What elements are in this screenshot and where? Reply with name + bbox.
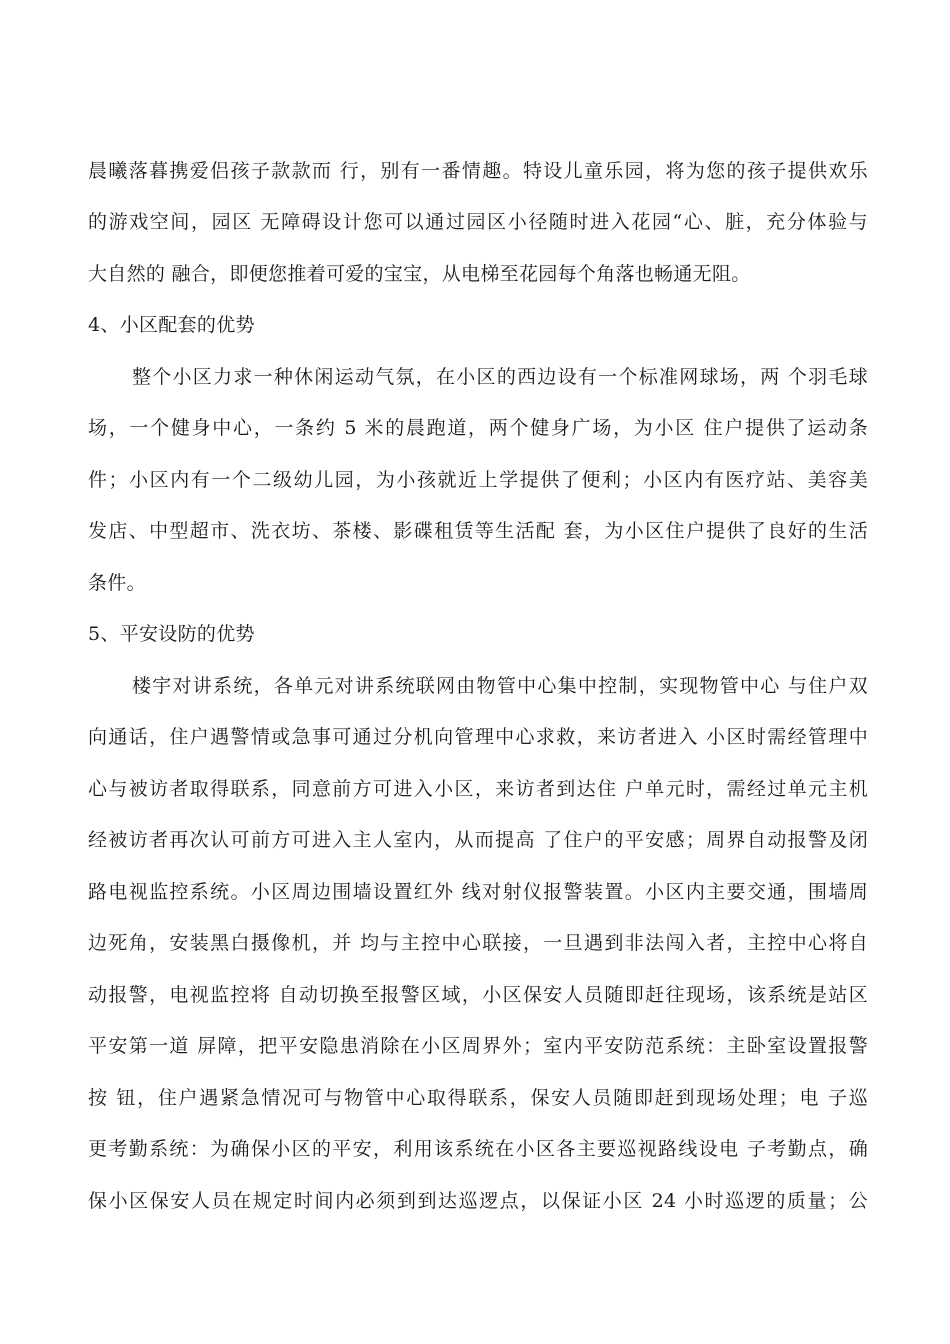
text-line: 场，一个健身中心，一条约 5 米的晨跑道，两个健身广场，为小区 住户提供了运动条 bbox=[88, 417, 868, 439]
text-line: 的游戏空间，园区 无障碍设计您可以通过园区小径随时进入花园“心、脏，充分体验与 bbox=[88, 211, 868, 233]
text-line: 大自然的 融合，即便您推着可爱的宝宝，从电梯至花园每个角落也畅通无阻。 bbox=[88, 263, 751, 285]
text-line: 更考勤系统：为确保小区的平安，利用该系统在小区各主要巡视路线设电 子考勤点，确 bbox=[88, 1138, 868, 1160]
text-line: 保小区保安人员在规定时间内必须到到达巡逻点，以保证小区 24 小时巡逻的质量；公 bbox=[88, 1190, 868, 1212]
text-line: 向通话，住户遇警情或急事可通过分机向管理中心求救，来访者进入 小区时需经管理中 bbox=[88, 726, 868, 748]
text-line: 晨曦落暮携爱侣孩子款款而 行，别有一番情趣。特设儿童乐园，将为您的孩子提供欢乐 bbox=[88, 160, 868, 182]
text-line: 按 钮，住户遇紧急情况可与物管中心取得联系，保安人员随即赶到现场处理；电 子巡 bbox=[88, 1087, 868, 1109]
text-line: 楼宇对讲系统，各单元对讲系统联网由物管中心集中控制，实现物管中心 与住户双 bbox=[132, 675, 868, 697]
text-line: 动报警，电视监控将 自动切换至报警区域，小区保安人员随即赶往现场，该系统是站区 bbox=[88, 984, 868, 1006]
text-line: 心与被访者取得联系，同意前方可进入小区，来访者到达住 户单元时，需经过单元主机 bbox=[88, 778, 868, 800]
section-heading-5: 5、平安设防的优势 bbox=[88, 623, 255, 645]
text-line: 边死角，安装黑白摄像机，并 均与主控中心联接，一旦遇到非法闯入者，主控中心将自 bbox=[88, 932, 868, 954]
text-line: 路电视监控系统。小区周边围墙设置红外 线对射仪报警装置。小区内主要交通，围墙周 bbox=[88, 881, 868, 903]
text-line: 整个小区力求一种休闲运动气氛，在小区的西边设有一个标准网球场，两 个羽毛球 bbox=[132, 366, 868, 388]
text-line: 平安第一道 屏障，把平安隐患消除在小区周界外；室内平安防范系统：主卧室设置报警 bbox=[88, 1035, 868, 1057]
text-line: 件；小区内有一个二级幼儿园，为小孩就近上学提供了便利；小区内有医疗站、美容美 bbox=[88, 469, 868, 491]
text-line: 条件。 bbox=[88, 572, 146, 594]
text-line: 发店、中型超市、洗衣坊、茶楼、影碟租赁等生活配 套，为小区住户提供了良好的生活 bbox=[88, 520, 868, 542]
section-heading-4: 4、小区配套的优势 bbox=[88, 314, 255, 336]
text-line: 经被访者再次认可前方可进入主人室内，从而提高 了住户的平安感；周界自动报警及闭 bbox=[88, 829, 868, 851]
